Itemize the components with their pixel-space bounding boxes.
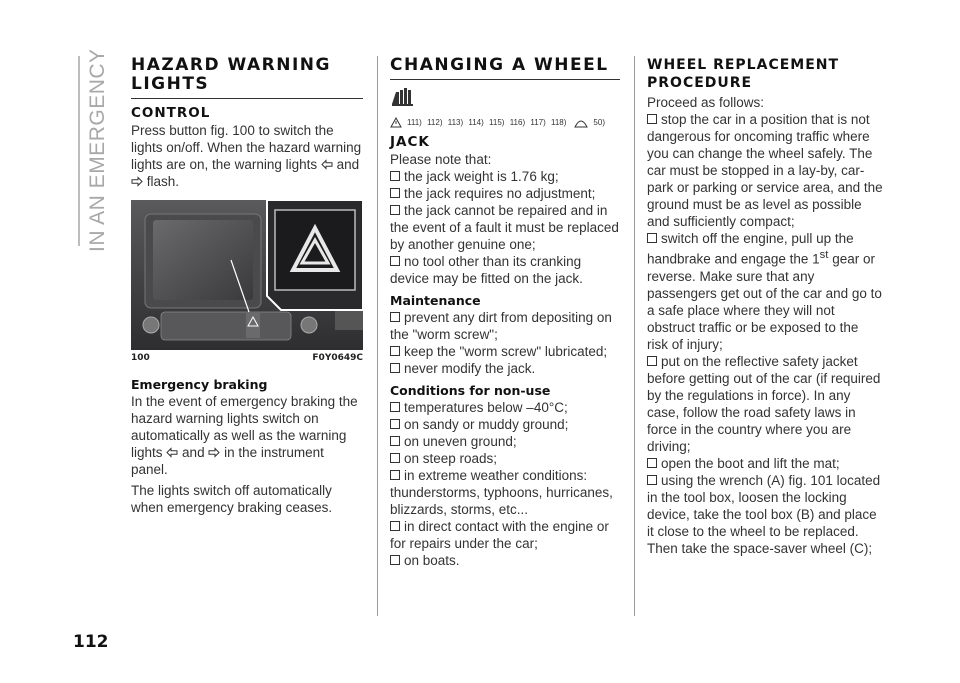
control-and: and bbox=[336, 157, 360, 172]
column-divider bbox=[634, 56, 635, 616]
control-text-part: flash. bbox=[146, 174, 180, 189]
checkbox-bullet-icon bbox=[390, 402, 400, 412]
turn-indicator-icon bbox=[166, 447, 178, 458]
checkbox-bullet-icon bbox=[647, 475, 657, 485]
checkbox-bullet-icon bbox=[390, 171, 400, 181]
side-tab-rule bbox=[78, 56, 80, 246]
reference-number: 114) bbox=[468, 118, 484, 127]
list-item bbox=[390, 467, 620, 518]
reference-row bbox=[390, 117, 620, 128]
turn-indicator-icon bbox=[208, 447, 220, 458]
checkbox-bullet-icon bbox=[647, 233, 657, 243]
checkbox-bullet-icon bbox=[390, 188, 400, 198]
list-item bbox=[647, 111, 883, 230]
reference-numbers bbox=[407, 118, 569, 127]
braking-text-part: In the event of emergency braking the hazard warning lights switch on automatically as well as the warning lights bbox=[131, 394, 358, 460]
list-item bbox=[647, 230, 883, 353]
list-item-text: using the wrench (A) fig. 101 located in the tool box, loosen the locking device, take the tool box (B) and place it close to the wheel to be replaced. Then take the space-saver wheel (C); bbox=[647, 472, 881, 556]
list-item bbox=[390, 309, 620, 343]
section-title: WHEEL REPLACEMENT PROCEDURE bbox=[647, 57, 840, 91]
section-title: HAZARD WARNING LIGHTS bbox=[131, 55, 331, 94]
checkbox-bullet-icon bbox=[390, 205, 400, 215]
procedure-intro: Proceed as follows: bbox=[647, 95, 765, 110]
list-item bbox=[390, 450, 620, 467]
control-text bbox=[131, 122, 363, 190]
list-item-text: keep the "worm screw" lubricated; bbox=[404, 344, 608, 359]
list-item-text: on uneven ground; bbox=[404, 434, 517, 449]
list-item bbox=[390, 399, 620, 416]
superscript: st bbox=[819, 249, 829, 261]
checkbox-bullet-icon bbox=[647, 114, 657, 124]
list-item-text: in extreme weather conditions: thunderstorms, typhoons, hurricanes, blizzards, storms, etc... bbox=[390, 468, 613, 517]
checkbox-bullet-icon bbox=[390, 521, 400, 531]
subsection-heading: Emergency braking bbox=[131, 377, 268, 392]
reference-number: 111) bbox=[407, 118, 422, 127]
list-item-text: on sandy or muddy ground; bbox=[404, 417, 569, 432]
list-item bbox=[390, 253, 620, 287]
column-hazard-lights bbox=[131, 56, 363, 516]
subsection-heading: JACK bbox=[390, 134, 430, 150]
caution-icon bbox=[574, 117, 588, 128]
reference-number: 117) bbox=[530, 118, 546, 127]
list-item bbox=[390, 360, 620, 377]
braking-text bbox=[131, 393, 363, 478]
jack-intro: Please note that: bbox=[390, 152, 492, 167]
figure-caption bbox=[131, 353, 363, 363]
braking-and: and bbox=[182, 445, 205, 460]
list-item bbox=[390, 185, 620, 202]
list-item-text: temperatures below –40°C; bbox=[404, 400, 568, 415]
subsection-heading: CONTROL bbox=[131, 105, 211, 121]
list-item bbox=[647, 472, 883, 557]
reference-number: 112) bbox=[427, 118, 443, 127]
list-item-text: in direct contact with the engine or for repairs under the car; bbox=[390, 519, 609, 551]
list-item bbox=[647, 353, 883, 455]
list-item-text: the jack weight is 1.76 kg; bbox=[404, 169, 559, 184]
list-item bbox=[390, 416, 620, 433]
section-side-tab bbox=[78, 48, 118, 252]
checkbox-bullet-icon bbox=[390, 470, 400, 480]
list-item-text: on steep roads; bbox=[404, 451, 498, 466]
dashboard-illustration bbox=[131, 200, 363, 350]
reference-number: 118) bbox=[551, 118, 567, 127]
list-item-text: switch off the engine, pull up the handbrake and engage the 1 bbox=[647, 231, 854, 267]
list-item bbox=[390, 202, 620, 253]
list-item-text: the jack requires no adjustment; bbox=[404, 186, 596, 201]
list-item bbox=[390, 552, 620, 569]
figure-code: F0Y0649C bbox=[312, 353, 363, 363]
list-item-text: no tool other than its cranking device may be fitted on the jack. bbox=[390, 254, 583, 286]
list-item-text: open the boot and lift the mat; bbox=[661, 455, 840, 471]
checkbox-bullet-icon bbox=[390, 312, 400, 322]
side-tab-label: IN AN EMERGENCY bbox=[86, 48, 109, 252]
list-item bbox=[390, 343, 620, 360]
reference-number: 116) bbox=[509, 118, 526, 127]
figure-hazard-button bbox=[131, 200, 363, 350]
list-item-text: put on the reflective safety jacket before getting out of the car (if required by the regulations in force). In any case, follow the road safety laws in force in the country where you are driving; bbox=[647, 353, 881, 454]
list-item bbox=[390, 433, 620, 450]
checkbox-bullet-icon bbox=[647, 458, 657, 468]
figure-number: 100 bbox=[131, 353, 150, 363]
reference-number: 113) bbox=[447, 118, 464, 127]
column-divider bbox=[377, 56, 378, 616]
list-item-text: never modify the jack. bbox=[404, 361, 536, 376]
title-rule bbox=[390, 79, 620, 80]
section-title: CHANGING A WHEEL bbox=[390, 55, 609, 75]
list-item-text: prevent any dirt from depositing on the "worm screw"; bbox=[390, 310, 612, 342]
list-item bbox=[390, 168, 620, 185]
subsection-heading: Maintenance bbox=[390, 293, 481, 308]
checkbox-bullet-icon bbox=[390, 436, 400, 446]
column-changing-wheel bbox=[390, 56, 620, 569]
column-wheel-procedure bbox=[647, 56, 883, 557]
list-item bbox=[647, 455, 883, 472]
owner-manual-icon bbox=[390, 86, 416, 106]
subsection-heading: Conditions for non-use bbox=[390, 383, 551, 398]
reference-note: 50) bbox=[593, 118, 605, 127]
page-number: 112 bbox=[73, 632, 109, 652]
list-item-text: stop the car in a position that is not dangerous for oncoming traffic where you can change the wheel safely. The car must be stopped in a lay-by, car-park or parking or service area, and the ground must be as level as possible and sufficiently compact; bbox=[647, 112, 883, 229]
list-item bbox=[390, 518, 620, 552]
title-rule bbox=[131, 98, 363, 99]
reference-number: 115) bbox=[489, 118, 505, 127]
control-text-part: Press button fig. 100 to switch the lights on/off. When the hazard warning lights are on, the warning lights bbox=[131, 123, 362, 172]
list-item-text: gear or reverse. Make sure that any passengers get out of the car and go to a safe place where they will not obstruct traffic or be exposed to the risk of injury; bbox=[647, 251, 882, 352]
warning-triangle-icon bbox=[390, 117, 402, 128]
turn-indicator-icon bbox=[321, 159, 333, 170]
list-item-text: on boats. bbox=[404, 553, 460, 568]
checkbox-bullet-icon bbox=[390, 363, 400, 373]
list-item-text: the jack cannot be repaired and in the event of a fault it must be replaced by another genuine one; bbox=[390, 203, 619, 252]
turn-indicator-icon bbox=[131, 176, 143, 187]
checkbox-bullet-icon bbox=[390, 256, 400, 266]
braking-text-part: in the instrument panel. bbox=[131, 445, 324, 477]
checkbox-bullet-icon bbox=[390, 555, 400, 565]
checkbox-bullet-icon bbox=[390, 346, 400, 356]
braking-text: The lights switch off automatically when emergency braking ceases. bbox=[131, 483, 333, 515]
checkbox-bullet-icon bbox=[647, 356, 657, 366]
checkbox-bullet-icon bbox=[390, 419, 400, 429]
checkbox-bullet-icon bbox=[390, 453, 400, 463]
